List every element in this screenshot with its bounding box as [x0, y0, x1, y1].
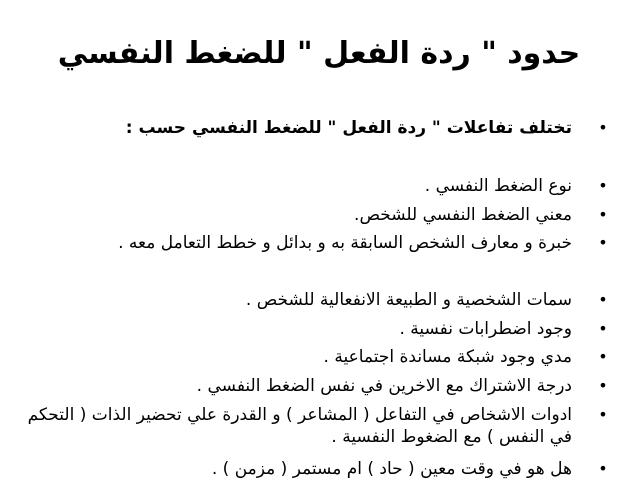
list-item: [62, 232, 610, 254]
bullet-icon: •: [598, 205, 608, 224]
list-item-text: سمات الشخصية و الطبيعة الانفعالية للشخص .: [245, 290, 572, 310]
list-item: [425, 175, 610, 197]
slide-title: حدود " ردة الفعل " للضغط النفسي: [57, 36, 581, 71]
list-item-text: مدي وجود شبكة مساندة اجتماعية .: [323, 347, 572, 367]
bullet-icon: •: [598, 176, 608, 195]
list-item: [197, 375, 610, 397]
list-item-text: تختلف تفاعلات " ردة الفعل " للضغط النفسي حسب :: [125, 118, 572, 138]
list-item-text: ادوات الاشخاص في التفاعل ( المشاعر ) و القدرة علي تحضير الذات ( التحكم في النفس ) مع الضغوط النفسية .: [27, 405, 572, 447]
bullet-icon: •: [598, 459, 608, 478]
list-item-text: خبرة و معارف الشخص السابقة به و بدائل و خطط التعامل معه .: [118, 233, 572, 253]
list-item: [246, 289, 610, 311]
list-item: [324, 346, 610, 368]
list-item: [354, 204, 610, 226]
bullet-icon: •: [598, 347, 608, 366]
list-item: [399, 318, 610, 340]
bullet-icon: •: [598, 118, 608, 137]
list-item-text: هل هو في وقت معين ( حاد ) ام مستمر ( مزمن ) .: [211, 459, 572, 479]
bullet-icon: •: [598, 405, 608, 424]
bullet-icon: •: [598, 233, 608, 252]
list-item-text: وجود اضطرابات نفسية .: [399, 319, 572, 339]
list-item-text: درجة الاشتراك مع الاخرين في نفس الضغط النفسي .: [196, 376, 572, 396]
list-item: [126, 117, 610, 139]
list-item: [212, 458, 610, 480]
bullet-icon: •: [598, 376, 608, 395]
list-item-text: نوع الضغط النفسي .: [424, 176, 572, 196]
list-item-text: معني الضغط النفسي للشخص.: [354, 205, 572, 225]
bullet-icon: •: [598, 290, 608, 309]
list-item: [20, 404, 610, 448]
bullet-icon: •: [598, 319, 608, 338]
